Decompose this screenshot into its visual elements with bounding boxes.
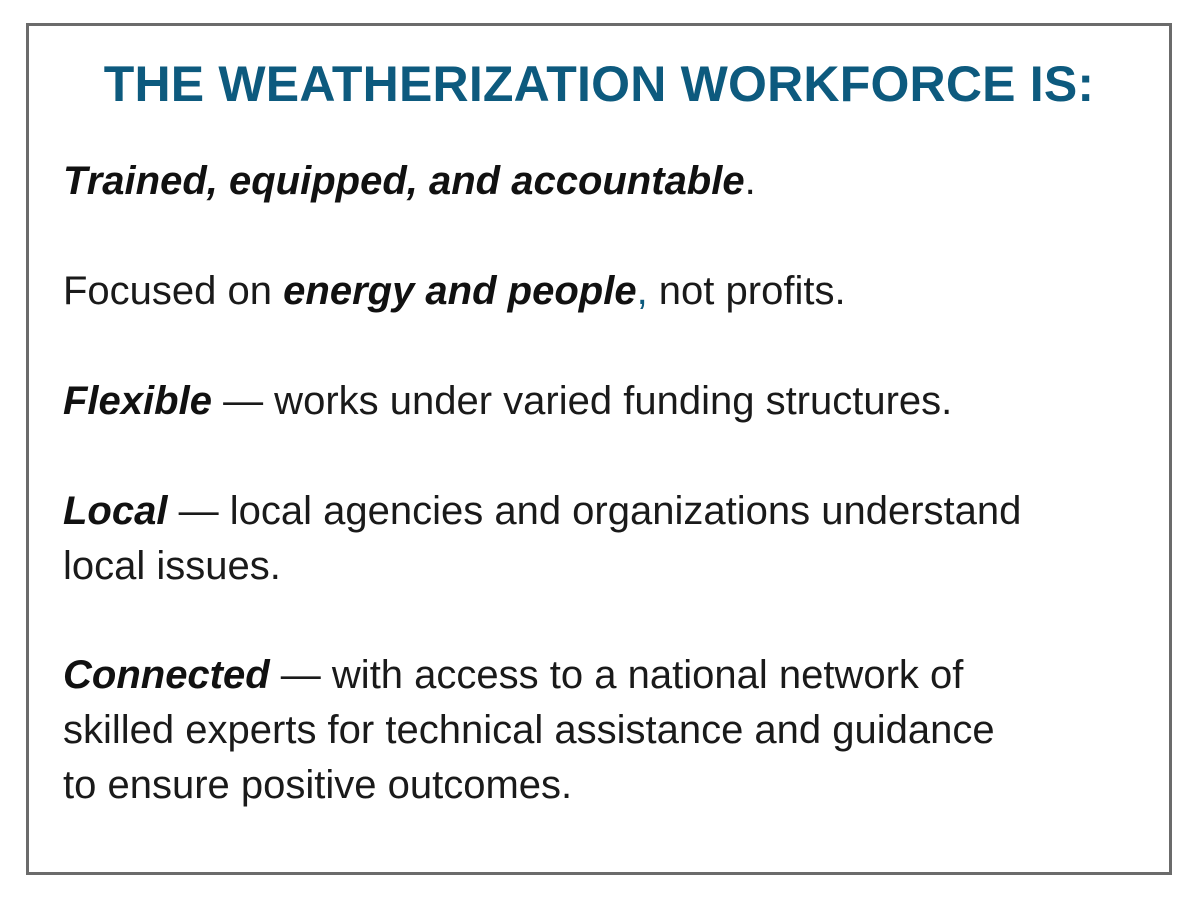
statement-text: not profits.	[647, 269, 846, 313]
statement-emphasis: Local	[63, 489, 168, 533]
statement-emphasis: Trained, equipped, and accountable	[63, 159, 745, 203]
statement-comma: ,	[636, 269, 648, 313]
statement-text-line1: — with access to a national network of	[269, 653, 964, 697]
statement-text: — works under varied funding structures.	[211, 379, 953, 423]
statement-text-line1: — local agencies and organizations understand	[167, 489, 1022, 533]
statement-text-line2: skilled experts for technical assistance and guidance	[63, 708, 995, 752]
statement-text-line3: to ensure positive outcomes.	[63, 763, 573, 807]
statement-connected	[63, 648, 1153, 813]
statement-focused	[63, 264, 1153, 319]
statement-emphasis: Connected	[63, 653, 270, 697]
statement-flexible	[63, 374, 1153, 429]
box-title: THE WEATHERIZATION WORKFORCE IS:	[103, 56, 1095, 112]
statement-text-line2: local issues.	[63, 544, 281, 588]
statement-text: .	[744, 159, 756, 203]
statement-local	[63, 484, 1153, 594]
statement-emphasis: energy and people	[283, 269, 637, 313]
statement-emphasis: Flexible	[63, 379, 212, 423]
statement-text-prefix: Focused on	[63, 269, 284, 313]
info-box	[26, 23, 1172, 875]
statement-trained	[63, 154, 1153, 209]
